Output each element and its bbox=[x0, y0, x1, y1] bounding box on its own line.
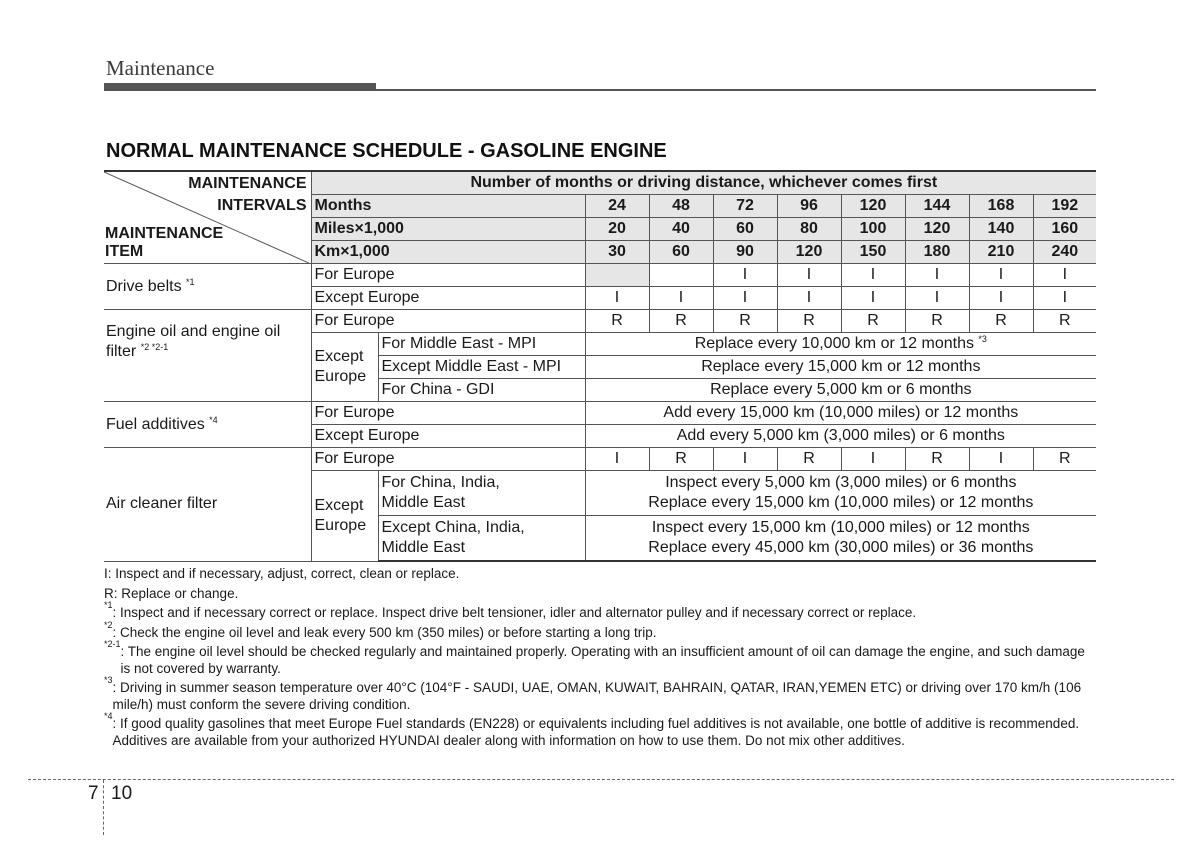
interval-text: Replace every 15,000 km or 12 months bbox=[585, 356, 1096, 379]
interval-cell: R bbox=[905, 310, 969, 333]
interval-cell: I bbox=[649, 287, 713, 310]
subregion-label: For Middle East - MPI bbox=[378, 333, 585, 356]
interval-cell bbox=[585, 264, 649, 287]
miles-value: 160 bbox=[1033, 218, 1096, 241]
interval-cell: I bbox=[969, 448, 1033, 471]
page-number: 10 bbox=[111, 783, 133, 804]
interval-cell: I bbox=[713, 448, 777, 471]
footnote-1: *1 : Inspect and if necessary correct or replace. Inspect drive belt tensioner, idler and alternator pulley and if necessary correct or replace. bbox=[104, 600, 917, 620]
miles-value: 120 bbox=[905, 218, 969, 241]
interval-cell: I bbox=[841, 448, 905, 471]
table-row-air-cleaner-europe bbox=[104, 448, 1096, 471]
item-engine-oil: Engine oil and engine oil filter $^{*2 *2-1}$ bbox=[104, 310, 311, 402]
months-value: 120 bbox=[841, 195, 905, 218]
interval-cell: R bbox=[841, 310, 905, 333]
interval-cell: I bbox=[713, 287, 777, 310]
miles-label: Miles×1,000 bbox=[311, 218, 585, 241]
interval-text: Inspect every 15,000 km (10,000 miles) or 12 months Replace every 45,000 km (30,000 miles) or 36 months bbox=[585, 516, 1096, 562]
subregion-label: For China - GDI bbox=[378, 379, 585, 402]
region-label-except-europe: Except Europe bbox=[311, 471, 378, 562]
table-row-fuel-additives-europe bbox=[104, 402, 1096, 425]
footnotes bbox=[104, 566, 1098, 752]
item-air-cleaner: Air cleaner filter bbox=[104, 448, 311, 562]
km-value: 120 bbox=[777, 241, 841, 264]
interval-text: Add every 5,000 km (3,000 miles) or 6 months bbox=[585, 425, 1096, 448]
footnote-4: *4 : If good quality gasolines that meet Europe Fuel standards (EN228) or equivalents including fuel additives is not available, one bottle of additive is recommended. Additives are available from your authorized HYUNDAI dealer along with information on how to use them. Do not mix other additives. bbox=[104, 711, 1080, 748]
interval-cell: R bbox=[777, 448, 841, 471]
months-value: 168 bbox=[969, 195, 1033, 218]
corner-label-item: MAINTENANCE ITEM bbox=[105, 225, 224, 260]
km-value: 240 bbox=[1033, 241, 1096, 264]
footer-dashed-rule bbox=[28, 779, 1174, 780]
miles-value: 100 bbox=[841, 218, 905, 241]
footnote-2: *2 : Check the engine oil level and leak every 500 km (350 miles) or before starting a long trip. bbox=[104, 619, 657, 640]
interval-cell: R bbox=[585, 310, 649, 333]
chapter-number: 7 bbox=[88, 783, 99, 804]
footnote-3: *3 : Driving in summer season temperature over 40°C (104°F - SAUDI, UAE, OMAN, KUWAIT, BAHRAIN, QATAR, IRAN,YEMEN ETC) or driving over 170 km/h (106 mile/h) must conform the severe driving condition. bbox=[104, 675, 1082, 712]
region-label: Except Europe bbox=[311, 287, 585, 310]
maintenance-schedule-table bbox=[104, 170, 1096, 562]
table-corner-cell bbox=[104, 171, 311, 264]
interval-cell: I bbox=[969, 287, 1033, 310]
region-label: For Europe bbox=[311, 264, 585, 287]
footer-dashed-divider bbox=[103, 780, 104, 835]
interval-text: Add every 15,000 km (10,000 miles) or 12 months bbox=[585, 402, 1096, 425]
region-label: Except Europe bbox=[311, 425, 585, 448]
miles-value: 40 bbox=[649, 218, 713, 241]
footnote-replace: R : Replace or change. bbox=[104, 585, 239, 601]
header-rule-thin bbox=[104, 89, 1096, 91]
corner-label-maintenance: MAINTENANCE bbox=[188, 175, 307, 192]
subregion-label: Except China, India, Middle East bbox=[378, 516, 585, 562]
km-value: 180 bbox=[905, 241, 969, 264]
km-value: 150 bbox=[841, 241, 905, 264]
interval-cell: I bbox=[585, 448, 649, 471]
table-row-engine-oil-europe bbox=[104, 310, 1096, 333]
corner-label-intervals: INTERVALS bbox=[217, 197, 307, 214]
region-label-except-europe: Except Europe bbox=[311, 333, 378, 402]
km-value: 90 bbox=[713, 241, 777, 264]
region-label: For Europe bbox=[311, 310, 585, 333]
interval-cell: I bbox=[777, 264, 841, 287]
table-row-drive-belts-europe bbox=[104, 264, 1096, 287]
months-value: 48 bbox=[649, 195, 713, 218]
miles-value: 60 bbox=[713, 218, 777, 241]
interval-cell: I bbox=[1033, 287, 1096, 310]
item-drive-belts: Drive belts $^{*1}$ bbox=[104, 264, 311, 310]
item-fuel-additives: Fuel additives $^{*4}$ bbox=[104, 402, 311, 448]
region-label: For Europe bbox=[311, 402, 585, 425]
interval-cell: R bbox=[969, 310, 1033, 333]
months-value: 72 bbox=[713, 195, 777, 218]
interval-cell bbox=[649, 264, 713, 287]
subregion-label: Except Middle East - MPI bbox=[378, 356, 585, 379]
months-value: 192 bbox=[1033, 195, 1096, 218]
interval-cell: R bbox=[1033, 310, 1096, 333]
interval-cell: I bbox=[585, 287, 649, 310]
km-label: Km×1,000 bbox=[311, 241, 585, 264]
interval-cell: I bbox=[969, 264, 1033, 287]
interval-cell: I bbox=[905, 264, 969, 287]
interval-cell: R bbox=[777, 310, 841, 333]
miles-value: 80 bbox=[777, 218, 841, 241]
km-value: 210 bbox=[969, 241, 1033, 264]
interval-cell: R bbox=[649, 310, 713, 333]
interval-cell: I bbox=[777, 287, 841, 310]
miles-value: 20 bbox=[585, 218, 649, 241]
table-header-row bbox=[104, 171, 1096, 195]
subregion-label: For China, India, Middle East bbox=[378, 471, 585, 516]
interval-cell: I bbox=[713, 264, 777, 287]
miles-value: 140 bbox=[969, 218, 1033, 241]
interval-cell: R bbox=[1033, 448, 1096, 471]
interval-cell: R bbox=[649, 448, 713, 471]
region-label: For Europe bbox=[311, 448, 585, 471]
interval-cell: I bbox=[841, 264, 905, 287]
header-span: Number of months or driving distance, whichever comes first bbox=[311, 171, 1096, 195]
interval-text: Replace every 10,000 km or 12 months $^{*3}$ bbox=[585, 333, 1096, 356]
interval-cell: R bbox=[905, 448, 969, 471]
km-value: 60 bbox=[649, 241, 713, 264]
interval-text: Replace every 5,000 km or 6 months bbox=[585, 379, 1096, 402]
interval-cell: I bbox=[841, 287, 905, 310]
months-value: 24 bbox=[585, 195, 649, 218]
months-value: 96 bbox=[777, 195, 841, 218]
months-value: 144 bbox=[905, 195, 969, 218]
months-label: Months bbox=[311, 195, 585, 218]
footnote-2-1: *2-1 : The engine oil level should be checked regularly and maintained properly. Operating with an insufficient amount of oil can damage the engine, and such damage is not covered by warranty. bbox=[104, 639, 1085, 676]
page-title: NORMAL MAINTENANCE SCHEDULE - GASOLINE ENGINE bbox=[106, 140, 667, 162]
interval-text: Inspect every 5,000 km (3,000 miles) or 6 months Replace every 15,000 km (10,000 miles) or 12 months bbox=[585, 471, 1096, 516]
footnote-inspect: I : Inspect and if necessary, adjust, correct, clean or replace. bbox=[104, 566, 460, 581]
interval-cell: R bbox=[713, 310, 777, 333]
interval-cell: I bbox=[905, 287, 969, 310]
km-value: 30 bbox=[585, 241, 649, 264]
interval-cell: I bbox=[1033, 264, 1096, 287]
section-header: Maintenance bbox=[106, 56, 215, 80]
